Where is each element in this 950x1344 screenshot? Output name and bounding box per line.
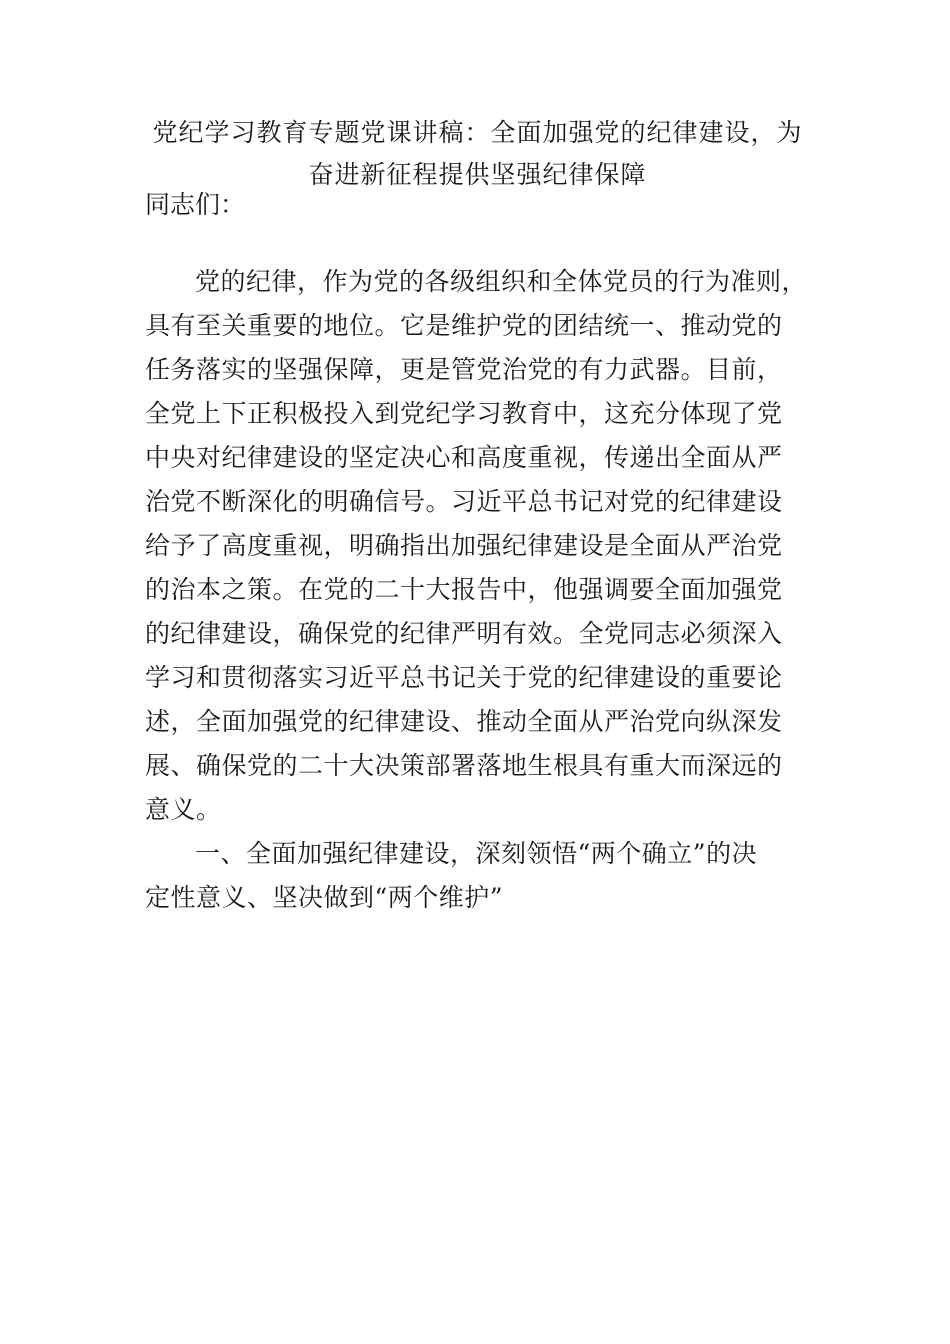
greeting: 同志们：: [145, 190, 246, 219]
paragraph-line: 给予了高度重视，明确指出加强纪律建设是全面从严治党: [145, 531, 783, 560]
paragraph-line: 党的纪律，作为党的各级组织和全体党员的行为准则，: [195, 267, 808, 296]
paragraph-line: 意义。: [145, 795, 222, 824]
paragraph-line: 展、确保党的二十大决策部署落地生根具有重大而深远的: [145, 751, 783, 780]
body-paragraph: [145, 260, 810, 832]
title-line: 奋进新征程提供坚强纪律保障: [308, 160, 647, 189]
heading-line: 一、全面加强纪律建设，深刻领悟“两个确立”的决: [195, 839, 758, 868]
paragraph-line: 任务落实的坚强保障，更是管党治党的有力武器。目前，: [145, 355, 783, 384]
paragraph-line: 全党上下正积极投入到党纪学习教育中，这充分体现了党: [145, 399, 783, 428]
paragraph-line: 学习和贯彻落实习近平总书记关于党的纪律建设的重要论: [145, 663, 783, 692]
paragraph-line: 中央对纪律建设的坚定决心和高度重视，传递出全面从严: [145, 443, 783, 472]
heading-line: 定性意义、坚决做到“两个维护”: [145, 883, 504, 912]
title-line: 党纪学习教育专题党课讲稿：全面加强党的纪律建设，为: [152, 118, 803, 147]
paragraph-line: 的治本之策。在党的二十大报告中，他强调要全面加强党: [145, 575, 783, 604]
paragraph-line: 的纪律建设，确保党的纪律严明有效。全党同志必须深入: [145, 619, 783, 648]
section-heading: [145, 832, 810, 920]
paragraph-line: 述，全面加强党的纪律建设、推动全面从严治党向纵深发: [145, 707, 783, 736]
paragraph-line: 治党不断深化的明确信号。习近平总书记对党的纪律建设: [145, 487, 783, 516]
paragraph-line: 具有至关重要的地位。它是维护党的团结统一、推动党的: [145, 311, 783, 340]
